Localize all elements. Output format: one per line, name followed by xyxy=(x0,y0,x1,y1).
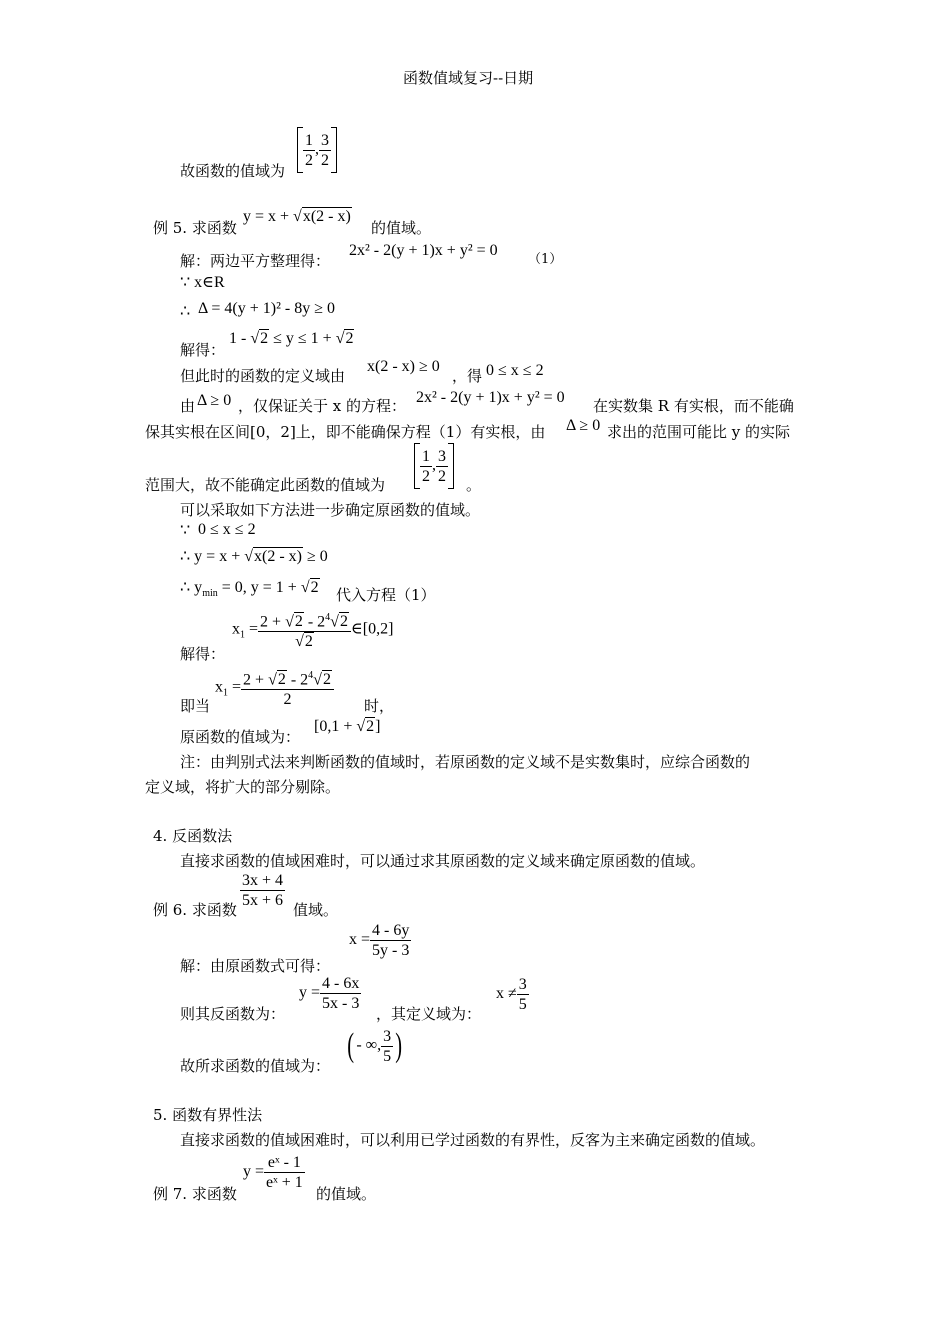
math-equation-1: 2x² - 2(y + 1)x + y² = 0 xyxy=(349,242,498,259)
text-line: 在实数集 R 有实根，而不能确 xyxy=(593,397,794,415)
note-line: 注：由判别式法来判断函数的值域时，若原函数的定义域不是实数集时，应综合函数的 xyxy=(180,753,751,771)
text-line: 故函数的值域为 xyxy=(180,162,286,180)
math-y-nonnegative: ∴ y = x + √x(2 - x) ≥ 0 xyxy=(180,548,328,565)
text-line: 时， xyxy=(364,697,395,715)
math-function: y = x + √x(2 - x) xyxy=(243,208,351,225)
math-delta-ge: Δ ≥ 0 xyxy=(197,392,232,409)
note-line: 定义域，将扩大的部分剔除。 xyxy=(145,778,341,796)
math-equation-1-repeat: 2x² - 2(y + 1)x + y² = 0 xyxy=(416,389,565,406)
math-solution-range: 1 - √2 ≤ y ≤ 1 + √2 xyxy=(229,330,354,347)
section-heading-4: 4. 反函数法 xyxy=(153,827,233,845)
text-line: 由 xyxy=(180,397,196,415)
text-line: 保其实根在区间[0，2]上，即不能确保方程（1）有实根，由 xyxy=(145,423,546,441)
example-7-label: 例 7. 求函数 xyxy=(153,1185,237,1203)
math-exp-fraction: y = $\frac{\text{eˣ - 1}}{\text{eˣ + 1}}$ xyxy=(243,1154,303,1191)
math-domain-exclusion: x ≠ $\frac{3}{5}$ xyxy=(496,976,527,1013)
text-line: 解：两边平方整理得： xyxy=(180,252,331,270)
section-heading-5: 5. 函数有界性法 xyxy=(153,1106,263,1124)
text-line: 但此时的函数的定义域由 xyxy=(180,367,346,385)
example-6-label: 例 6. 求函数 xyxy=(153,901,237,919)
math-original-range: [0,1 + √2] xyxy=(314,718,381,735)
math-range: $\frac{1}{2}$ , $\frac{3}{2}$ xyxy=(414,443,454,489)
math-domain-range: 0 ≤ x ≤ 2 xyxy=(486,362,544,379)
text-line: ，其定义域为： xyxy=(376,1005,482,1023)
text-line: 可以采取如下方法进一步确定原函数的值域。 xyxy=(180,501,481,519)
text-line: 解得： xyxy=(180,645,226,663)
math-delta: Δ = 4(y + 1)² - 8y ≥ 0 xyxy=(198,300,336,317)
therefore-symbol: ∴ xyxy=(180,303,191,320)
text-line: 。 xyxy=(466,476,482,494)
page-header: 函数值域复习--日期 xyxy=(403,69,534,87)
text-line: 范围大，故不能确定此函数的值域为 xyxy=(145,476,386,494)
math-range-6: ( - ∞, $\frac{3}{5}$ ) xyxy=(347,1027,403,1065)
math-since: ∵ x∈R xyxy=(180,274,225,291)
text-line: 则其反函数为： xyxy=(180,1005,286,1023)
text-line: 求出的范围可能比 y 的实际 xyxy=(607,423,791,441)
math-ymin: ∴ $y_{min} = 0$, y = 1 + √2 xyxy=(180,579,319,600)
math-x-range: 0 ≤ x ≤ 2 xyxy=(198,521,256,538)
text-line: 故所求函数的值域为： xyxy=(180,1057,331,1075)
math-x1-value: $x_1$ = $\frac{2 + √2 - 2^4√2}{2}$ xyxy=(215,666,334,709)
text-line: ，得 xyxy=(452,367,483,385)
math-delta-ge: Δ ≥ 0 xyxy=(566,417,601,434)
text-line: 值域。 xyxy=(293,901,339,919)
math-inverse-function: y = $\frac{4 - 6x}{5x - 3}$ xyxy=(299,975,360,1012)
text-line: 的值域。 xyxy=(371,219,432,237)
example-5-label: 例 5. 求函数 xyxy=(153,219,237,237)
text-line: 直接求函数的值域困难时，可以通过求其原函数的定义域来确定原函数的值域。 xyxy=(180,852,706,870)
math-domain-inequality: x(2 - x) ≥ 0 xyxy=(367,358,440,375)
equation-tag: （1） xyxy=(528,252,563,267)
text-line: 直接求函数的值域困难时，可以利用已学过函数的有界性，反客为主来确定函数的值域。 xyxy=(180,1131,766,1149)
math-fraction: $\frac{3x + 4}{5x + 6}$ xyxy=(242,872,284,909)
text-line: 代入方程（1） xyxy=(336,586,436,604)
since-symbol: ∵ xyxy=(180,522,191,539)
text-line: 解：由原函数式可得： xyxy=(180,957,331,975)
text-line: 解得： xyxy=(180,341,226,359)
text-line: 的值域。 xyxy=(316,1185,377,1203)
math-x-expression: x = $\frac{4 - 6y}{5y - 3}$ xyxy=(349,922,410,959)
text-line: 原函数的值域为： xyxy=(180,728,301,746)
text-line: 即当 xyxy=(180,697,211,715)
math-range: $\frac{1}{2}$ , $\frac{3}{2}$ xyxy=(297,127,337,173)
text-line: ，仅保证关于 x 的方程： xyxy=(238,397,406,415)
math-x1-solution: $x_1$ = $\frac{2 + √2 - 2^4√2}{√2}$ ∈[0,2] xyxy=(232,608,393,651)
